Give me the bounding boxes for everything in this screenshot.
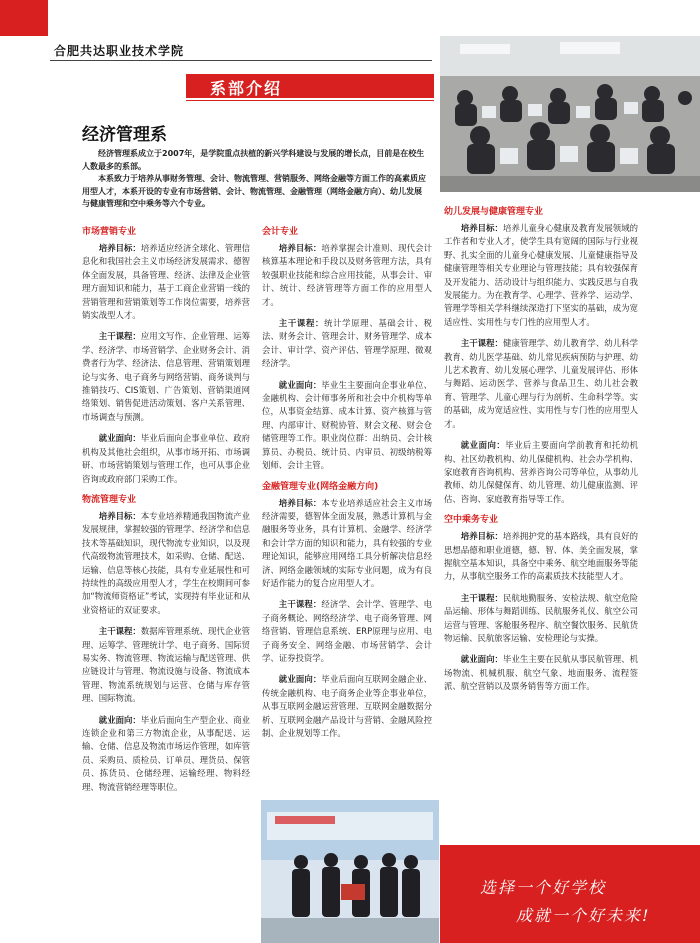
program-title-logistics: 物流管理专业 [82,494,137,505]
program-goal: 培养目标：培养适应经济全球化、管理信息化和我国社会主义市场经济发展需求、德智体全面发展，具备管理、经济、法律及企业管理方面知识和能力，基于工商企业营销一线的营销管理和营销策划等工作岗位需要，培养营销实战型人才。 [82,243,251,321]
program-goal: 培养目标：本专业培养适应社会主义市场经济需要，德智体全面发展，熟悉计算机与金融服务等业务，具有计算机、金融学、经济学和会计学方面的知识和能力，具有较强的专业理论知识，能够应用网络工具分析解决信息经济、网络金融领域的实际专业问题，成为有良好适作能力的复合应用型人才。 [262,497,433,588]
corner-decoration [0,0,48,36]
program-title-finance: 金融管理专业(网络金融方向) [262,481,379,492]
program-courses: 主干课程：民航地勤服务、安检法规、航空危险品运输、形体与舞蹈训练、民航服务礼仪、航空公司运营与管理、客舱服务程序、航空餐饮服务、民航货物运输、民航旅客运输、安检理论与实操。 [444,592,639,643]
column-left [82,226,250,802]
slogan-line-2: 成就一个好未来! [516,906,651,925]
slogan-line-1: 选择一个好学校 [480,878,607,897]
header-divider [50,60,432,61]
program-jobs: 就业面向：毕业后面向企事业单位、政府机构及其他社会组织，从事市场开拓、市场调研、市场营销策划与管理工作，也可从事企业咨询或政府部门采购工作。 [82,433,251,484]
section-banner-label: 系部介绍 [210,79,283,98]
program-goal: 培养目标：培养拥护党的基本路线，具有良好的思想品德和职业道德，德、智、体、美全面发展，掌握航空基本知识，具备空中乘务、航空地面服务等能力，从事航空服务工作的高素质技术技能型人才。 [444,531,639,582]
column-right [444,206,638,702]
slogan-banner [440,845,700,943]
program-goal: 培养目标：培养掌握会计准则、现代会计核算基本理论和手段以及财务管理方法，具有较强职业技能和综合应用技能，从事会计、审计、统计、经济管理等方面工作的应用型人才。 [262,243,433,307]
program-jobs: 就业面向：毕业后面向互联网金融企业、传统金融机构、电子商务企业等企事业单位，从事互联网金融运营管理、互联网金融数据分析、互联网金融产品设计与营销、金融风险控制、企业规划等工作。 [262,674,433,738]
program-title-flight: 空中乘务专业 [444,515,499,526]
program-courses: 主干课程：经济学、会计学、管理学、电子商务概论、网络经济学、电子商务管理、网络营销、管理信息系统、ERP原理与应用、电子商务安全、网络金融、市场营销学、会计学、证券投资学。 [262,599,433,663]
program-goal: 培养目标：本专业培养精通我国物流产业发展规律，掌握较强的管理学、经济学和信息技术等基础知识，现代物流专业知识，以及现代高级物流管理技术，如采购、仓储、配送、运输、信息等核心技能，具有专业延展性和可持续性的高级应用型人才，学生在校期间可参加“物流师资格证”考试，实现持有毕业证和从业资格证的双证要求。 [82,510,251,615]
program-title-childhood: 幼儿发展与健康管理专业 [444,207,544,217]
program-courses: 主干课程：应用文写作、企业管理、运筹学、经济学、市场营销学、企业财务会计、消费者行为学、经济法、信息管理、营销策划理论与实务、电子商务与网络营销、商务谈判与推销技巧、CIS策划、广告策划、营销渠道网络策划、销售促进活动策划、客户关系管理、市场调查与预测。 [82,331,251,422]
department-title: 经济管理系 [82,125,167,145]
program-title-marketing: 市场营销专业 [82,227,137,237]
program-courses: 主干课程：统计学原理、基础会计、税法、财务会计、管理会计、财务管理学、成本会计、审计学、资产评估、管理学原理、微观经济学。 [262,318,433,369]
section-banner-underline [186,100,434,101]
program-goal: 培养目标：培养儿童身心健康及教育发展领域的工作者和专业人才，使学生具有宽阔的国际与行业视野、扎实全面的儿童身心健康发展、儿童健康指导及健康管理等相关专业理论与管理技能；具有较强保育及开发能力、活动设计与组织能力、实践反思与自我发展能力。为在教育学、心理学、营养学、运动学、管理学等相关学科继续深造打下坚实的基础，成为宽适应性、实用性与专门性的应用型人才。 [444,223,639,327]
intro-paragraph: 本系致力于培养从事财务管理、会计、物流管理、营销服务、网络金融等方面工作的高素质应用型人才，本系开设的专业有市场营销、会计、物流管理、金融管理（网络金融方向）、幼儿发展与健康管理和空中乘务等六个专业。 [82,174,426,208]
intro-paragraph: 经济管理系成立于2007年，是学院重点扶植的新兴学科建设与发展的增长点，目前是在校生人数最多的系部。 [82,149,425,171]
program-courses: 主干课程：健康管理学、幼儿教育学、幼儿科学教育、幼儿医学基础、幼儿常见疾病预防与护理、幼儿艺术教育、幼儿发展心理学、儿童发展评估、形体与舞蹈、运动医学、营养与食品卫生、幼儿社会教育、管理学、儿童心理与行为剖析、生命科学等。实的基础，成为宽适应性、实用性与专门性的应用型人才。 [444,338,639,429]
program-jobs: 就业面向：毕业后面向生产型企业、商业连锁企业和第三方物流企业，从事配送、运输、仓储、信息及物流市场运作管理，如库管员、采购员、质检员、订单员、理货员、保管员、拣货员、仓储经理、运输经理、物料经理、物流营销经理等职位。 [82,714,251,792]
program-courses: 主干课程：数据库管理系统、现代企业管理、运筹学、管理统计学、电子商务、国际贸易实务、物流管理、物流运输与配送管理、供应链设计与管理、物流设施与设备、物流成本管理、物流系统规划与运营、仓储与库存管理、国际物流。 [82,626,251,704]
program-jobs: 就业面向：毕业生主要在民航从事民航管理、机场物流、机械机服、航空气象、地面服务、流程签派、航空营销以及票务销售等方面工作。 [444,654,639,692]
program-jobs: 就业面向：毕业后主要面向学前教育和托幼机构、社区幼教机构、幼儿保健机构、社会办学机构、家庭教育咨询机构、营养咨询公司等单位，从事幼儿教师、幼儿保健保育、幼儿管理、幼儿健康监测、评估、咨询、家庭教育指导等工作。 [444,440,639,504]
department-intro [82,148,427,211]
program-jobs: 就业面向：毕业生主要面向企事业单位、金融机构、会计师事务所和社会中介机构等单位，从事资金结算、成本计算、资产核算与管理、内部审计、财税协管、财会文秘、财会仓储管理等工作。职业岗位群：出纳员、会计核算员、办税员、统计员、内审员、初级纳税筹划师、会计主管。 [262,379,433,471]
award-ceremony-photo [261,800,439,943]
column-middle [262,226,432,748]
program-title-accounting: 会计专业 [262,227,299,237]
computer-lab-photo [440,36,700,192]
school-name: 合肥共达职业技术学院 [54,44,185,58]
